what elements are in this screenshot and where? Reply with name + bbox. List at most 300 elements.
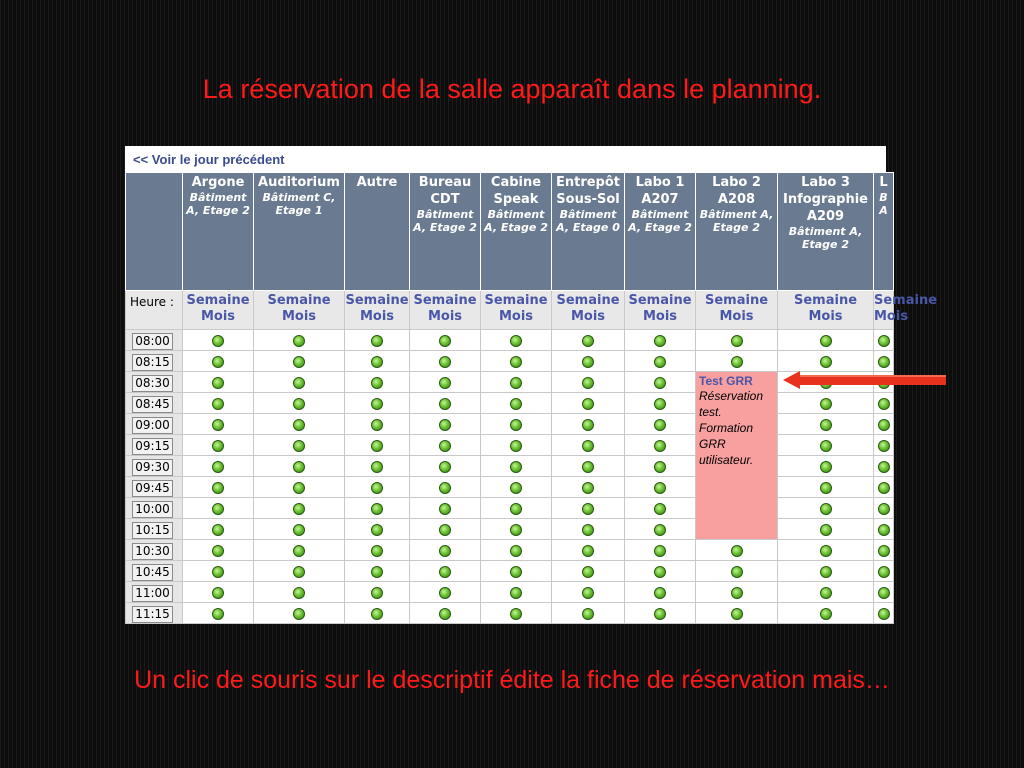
- week-view-link[interactable]: Semaine: [413, 293, 477, 308]
- slot-cell[interactable]: [410, 435, 481, 456]
- month-view-link[interactable]: Mois: [570, 309, 606, 324]
- available-slot-icon[interactable]: [439, 524, 451, 536]
- month-view-link[interactable]: Mois: [200, 309, 236, 324]
- slot-cell[interactable]: [874, 351, 894, 372]
- slot-cell[interactable]: [481, 498, 552, 519]
- available-slot-icon[interactable]: [731, 587, 743, 599]
- slot-cell[interactable]: [410, 414, 481, 435]
- slot-cell[interactable]: [874, 540, 894, 561]
- slot-cell[interactable]: [183, 372, 254, 393]
- available-slot-icon[interactable]: [731, 545, 743, 557]
- slot-cell[interactable]: [481, 519, 552, 540]
- slot-cell[interactable]: [625, 477, 696, 498]
- room-view-links: [778, 291, 874, 330]
- available-slot-icon[interactable]: [371, 524, 383, 536]
- slot-cell[interactable]: [552, 435, 625, 456]
- month-view-link[interactable]: Mois: [808, 309, 843, 324]
- available-slot-icon[interactable]: [212, 461, 224, 473]
- available-slot-icon[interactable]: [439, 356, 451, 368]
- available-slot-icon[interactable]: [820, 356, 832, 368]
- slot-cell[interactable]: [625, 561, 696, 582]
- slot-cell[interactable]: [481, 540, 552, 561]
- available-slot-icon[interactable]: [293, 608, 305, 620]
- available-slot-icon[interactable]: [582, 398, 594, 410]
- available-slot-icon[interactable]: [878, 587, 890, 599]
- available-slot-icon[interactable]: [510, 482, 522, 494]
- slot-cell[interactable]: [345, 582, 410, 603]
- previous-day-link[interactable]: << Voir le jour précédent: [133, 152, 285, 167]
- available-slot-icon[interactable]: [654, 440, 666, 452]
- slot-cell[interactable]: [552, 393, 625, 414]
- month-view-link[interactable]: Mois: [719, 309, 754, 324]
- available-slot-icon[interactable]: [212, 377, 224, 389]
- available-slot-icon[interactable]: [582, 461, 594, 473]
- available-slot-icon[interactable]: [878, 398, 890, 410]
- slot-cell[interactable]: [481, 351, 552, 372]
- slot-cell[interactable]: [696, 561, 778, 582]
- week-view-link[interactable]: Semaine: [704, 293, 769, 308]
- month-view-link[interactable]: Mois: [359, 309, 395, 324]
- slot-cell[interactable]: [345, 393, 410, 414]
- slot-cell[interactable]: [254, 603, 345, 624]
- room-view-links: [552, 291, 625, 330]
- booking-block[interactable]: [696, 372, 778, 540]
- slot-cell[interactable]: [345, 351, 410, 372]
- available-slot-icon[interactable]: [293, 335, 305, 347]
- available-slot-icon[interactable]: [878, 503, 890, 515]
- slot-cell[interactable]: [481, 435, 552, 456]
- slot-cell[interactable]: [778, 582, 874, 603]
- room-name: Entrepôt Sous-Sol: [555, 175, 621, 207]
- available-slot-icon[interactable]: [212, 566, 224, 578]
- available-slot-icon[interactable]: [371, 398, 383, 410]
- slot-cell[interactable]: [696, 603, 778, 624]
- month-view-link[interactable]: Mois: [427, 309, 463, 324]
- available-slot-icon[interactable]: [582, 335, 594, 347]
- available-slot-icon[interactable]: [293, 356, 305, 368]
- slot-cell[interactable]: [625, 456, 696, 477]
- slot-cell[interactable]: [625, 351, 696, 372]
- available-slot-icon[interactable]: [212, 503, 224, 515]
- slot-cell[interactable]: [874, 582, 894, 603]
- slot-cell[interactable]: [552, 540, 625, 561]
- slot-cell[interactable]: [481, 456, 552, 477]
- room-header[interactable]: [696, 173, 778, 291]
- available-slot-icon[interactable]: [878, 482, 890, 494]
- slot-cell[interactable]: [410, 519, 481, 540]
- slot-cell[interactable]: [183, 582, 254, 603]
- slot-cell[interactable]: [481, 330, 552, 351]
- available-slot-icon[interactable]: [293, 377, 305, 389]
- available-slot-icon[interactable]: [439, 608, 451, 620]
- slot-cell[interactable]: [410, 561, 481, 582]
- available-slot-icon[interactable]: [654, 608, 666, 620]
- slot-cell[interactable]: [552, 477, 625, 498]
- slot-cell[interactable]: [183, 477, 254, 498]
- week-view-link[interactable]: Semaine: [793, 293, 858, 308]
- slot-cell[interactable]: [254, 435, 345, 456]
- slot-cell[interactable]: [345, 330, 410, 351]
- slot-cell[interactable]: [625, 330, 696, 351]
- available-slot-icon[interactable]: [654, 356, 666, 368]
- slot-cell[interactable]: [625, 519, 696, 540]
- available-slot-icon[interactable]: [439, 503, 451, 515]
- available-slot-icon[interactable]: [820, 461, 832, 473]
- slot-cell[interactable]: [410, 456, 481, 477]
- slot-cell[interactable]: [552, 582, 625, 603]
- slot-cell[interactable]: [254, 540, 345, 561]
- slot-cell[interactable]: [874, 393, 894, 414]
- room-name: Auditorium: [258, 175, 340, 190]
- available-slot-icon[interactable]: [212, 398, 224, 410]
- slot-cell[interactable]: [183, 330, 254, 351]
- slot-cell[interactable]: [254, 372, 345, 393]
- slot-cell[interactable]: [778, 519, 874, 540]
- available-slot-icon[interactable]: [371, 566, 383, 578]
- slot-cell[interactable]: [696, 540, 778, 561]
- slot-cell[interactable]: [254, 351, 345, 372]
- available-slot-icon[interactable]: [439, 335, 451, 347]
- header-corner: [126, 173, 183, 291]
- slot-cell[interactable]: [552, 456, 625, 477]
- available-slot-icon[interactable]: [371, 545, 383, 557]
- month-view-link[interactable]: Mois: [874, 309, 909, 324]
- available-slot-icon[interactable]: [510, 377, 522, 389]
- slot-cell[interactable]: [874, 414, 894, 435]
- available-slot-icon[interactable]: [654, 503, 666, 515]
- slot-cell[interactable]: [778, 603, 874, 624]
- slot-cell[interactable]: [552, 498, 625, 519]
- slot-cell[interactable]: [254, 561, 345, 582]
- available-slot-icon[interactable]: [731, 356, 743, 368]
- slot-cell[interactable]: [874, 435, 894, 456]
- available-slot-icon[interactable]: [582, 545, 594, 557]
- room-header[interactable]: [625, 173, 696, 291]
- available-slot-icon[interactable]: [371, 587, 383, 599]
- slot-cell[interactable]: [183, 435, 254, 456]
- available-slot-icon[interactable]: [654, 335, 666, 347]
- available-slot-icon[interactable]: [582, 566, 594, 578]
- available-slot-icon[interactable]: [212, 545, 224, 557]
- month-view-link[interactable]: Mois: [642, 309, 678, 324]
- slot-cell[interactable]: [481, 414, 552, 435]
- available-slot-icon[interactable]: [510, 587, 522, 599]
- available-slot-icon[interactable]: [293, 587, 305, 599]
- available-slot-icon[interactable]: [878, 356, 890, 368]
- available-slot-icon[interactable]: [820, 587, 832, 599]
- slot-cell[interactable]: [778, 561, 874, 582]
- available-slot-icon[interactable]: [439, 545, 451, 557]
- available-slot-icon[interactable]: [439, 398, 451, 410]
- slot-cell[interactable]: [254, 582, 345, 603]
- slot-cell[interactable]: [874, 498, 894, 519]
- available-slot-icon[interactable]: [731, 566, 743, 578]
- slot-cell[interactable]: [254, 330, 345, 351]
- available-slot-icon[interactable]: [212, 440, 224, 452]
- slot-cell[interactable]: [481, 372, 552, 393]
- slot-cell[interactable]: [625, 372, 696, 393]
- slot-cell[interactable]: [778, 414, 874, 435]
- available-slot-icon[interactable]: [654, 482, 666, 494]
- slot-cell[interactable]: [778, 330, 874, 351]
- available-slot-icon[interactable]: [510, 566, 522, 578]
- slot-cell[interactable]: [625, 603, 696, 624]
- week-view-link[interactable]: Semaine: [186, 293, 250, 308]
- available-slot-icon[interactable]: [510, 503, 522, 515]
- available-slot-icon[interactable]: [582, 482, 594, 494]
- available-slot-icon[interactable]: [654, 377, 666, 389]
- available-slot-icon[interactable]: [439, 419, 451, 431]
- available-slot-icon[interactable]: [439, 587, 451, 599]
- week-view-link[interactable]: Semaine: [628, 293, 692, 308]
- slot-cell[interactable]: [345, 498, 410, 519]
- slot-cell[interactable]: [778, 540, 874, 561]
- available-slot-icon[interactable]: [654, 398, 666, 410]
- slot-cell[interactable]: [183, 498, 254, 519]
- room-header[interactable]: [552, 173, 625, 291]
- slot-cell[interactable]: [410, 498, 481, 519]
- slot-cell[interactable]: [874, 561, 894, 582]
- available-slot-icon[interactable]: [293, 503, 305, 515]
- room-header[interactable]: [778, 173, 874, 291]
- available-slot-icon[interactable]: [820, 440, 832, 452]
- slot-cell[interactable]: [254, 519, 345, 540]
- available-slot-icon[interactable]: [820, 398, 832, 410]
- slot-cell[interactable]: [481, 477, 552, 498]
- slot-cell[interactable]: [778, 351, 874, 372]
- available-slot-icon[interactable]: [820, 545, 832, 557]
- available-slot-icon[interactable]: [582, 608, 594, 620]
- available-slot-icon[interactable]: [212, 335, 224, 347]
- slot-cell[interactable]: [345, 603, 410, 624]
- slot-cell[interactable]: [696, 351, 778, 372]
- room-header[interactable]: [254, 173, 345, 291]
- slot-cell[interactable]: [410, 372, 481, 393]
- available-slot-icon[interactable]: [878, 566, 890, 578]
- room-header[interactable]: [183, 173, 254, 291]
- slot-cell[interactable]: [183, 540, 254, 561]
- slot-cell[interactable]: [625, 582, 696, 603]
- available-slot-icon[interactable]: [371, 377, 383, 389]
- week-view-link[interactable]: Semaine: [484, 293, 548, 308]
- slot-cell[interactable]: [345, 519, 410, 540]
- slot-cell[interactable]: [345, 372, 410, 393]
- available-slot-icon[interactable]: [654, 524, 666, 536]
- slot-cell[interactable]: [183, 351, 254, 372]
- available-slot-icon[interactable]: [820, 482, 832, 494]
- available-slot-icon[interactable]: [510, 461, 522, 473]
- slot-cell[interactable]: [345, 477, 410, 498]
- week-view-link[interactable]: Semaine: [556, 293, 620, 308]
- slot-cell[interactable]: [696, 330, 778, 351]
- available-slot-icon[interactable]: [878, 524, 890, 536]
- slot-cell[interactable]: [625, 540, 696, 561]
- slot-cell[interactable]: [778, 498, 874, 519]
- available-slot-icon[interactable]: [582, 503, 594, 515]
- slot-cell[interactable]: [874, 330, 894, 351]
- month-view-link[interactable]: Mois: [498, 309, 534, 324]
- slot-cell[interactable]: [552, 603, 625, 624]
- available-slot-icon[interactable]: [510, 524, 522, 536]
- slot-cell[interactable]: [254, 477, 345, 498]
- room-name: Argone: [191, 175, 245, 190]
- available-slot-icon[interactable]: [820, 608, 832, 620]
- slot-cell[interactable]: [874, 519, 894, 540]
- available-slot-icon[interactable]: [293, 440, 305, 452]
- available-slot-icon[interactable]: [878, 545, 890, 557]
- slot-cell[interactable]: [183, 519, 254, 540]
- slot-cell[interactable]: [254, 414, 345, 435]
- available-slot-icon[interactable]: [510, 440, 522, 452]
- available-slot-icon[interactable]: [371, 335, 383, 347]
- slot-cell[interactable]: [552, 351, 625, 372]
- available-slot-icon[interactable]: [582, 440, 594, 452]
- slot-cell[interactable]: [345, 414, 410, 435]
- available-slot-icon[interactable]: [293, 398, 305, 410]
- available-slot-icon[interactable]: [820, 419, 832, 431]
- slot-cell[interactable]: [345, 456, 410, 477]
- available-slot-icon[interactable]: [212, 482, 224, 494]
- available-slot-icon[interactable]: [212, 608, 224, 620]
- available-slot-icon[interactable]: [582, 356, 594, 368]
- available-slot-icon[interactable]: [371, 608, 383, 620]
- available-slot-icon[interactable]: [510, 356, 522, 368]
- slot-cell[interactable]: [410, 477, 481, 498]
- slot-cell[interactable]: [552, 330, 625, 351]
- slot-cell[interactable]: [183, 393, 254, 414]
- month-view-link[interactable]: Mois: [281, 309, 317, 324]
- slot-cell[interactable]: [254, 393, 345, 414]
- available-slot-icon[interactable]: [293, 461, 305, 473]
- available-slot-icon[interactable]: [439, 377, 451, 389]
- slot-cell[interactable]: [625, 393, 696, 414]
- available-slot-icon[interactable]: [212, 587, 224, 599]
- available-slot-icon[interactable]: [582, 587, 594, 599]
- slot-cell[interactable]: [410, 603, 481, 624]
- slot-cell[interactable]: [183, 414, 254, 435]
- slot-cell[interactable]: [778, 435, 874, 456]
- slot-cell[interactable]: [481, 603, 552, 624]
- available-slot-icon[interactable]: [510, 419, 522, 431]
- available-slot-icon[interactable]: [582, 377, 594, 389]
- slot-cell[interactable]: [552, 372, 625, 393]
- slot-cell[interactable]: [778, 456, 874, 477]
- week-view-link[interactable]: Semaine: [345, 293, 409, 308]
- available-slot-icon[interactable]: [878, 419, 890, 431]
- slot-cell[interactable]: [410, 393, 481, 414]
- available-slot-icon[interactable]: [212, 524, 224, 536]
- slot-cell[interactable]: [481, 582, 552, 603]
- slot-cell[interactable]: [183, 561, 254, 582]
- available-slot-icon[interactable]: [510, 608, 522, 620]
- slot-cell[interactable]: [552, 414, 625, 435]
- available-slot-icon[interactable]: [654, 461, 666, 473]
- available-slot-icon[interactable]: [731, 335, 743, 347]
- available-slot-icon[interactable]: [654, 587, 666, 599]
- available-slot-icon[interactable]: [293, 566, 305, 578]
- available-slot-icon[interactable]: [293, 482, 305, 494]
- available-slot-icon[interactable]: [371, 440, 383, 452]
- slot-cell[interactable]: [410, 351, 481, 372]
- room-header[interactable]: [345, 173, 410, 291]
- slot-cell[interactable]: [481, 393, 552, 414]
- slot-cell[interactable]: [410, 582, 481, 603]
- available-slot-icon[interactable]: [371, 356, 383, 368]
- slot-cell[interactable]: [696, 582, 778, 603]
- slot-cell[interactable]: [552, 519, 625, 540]
- available-slot-icon[interactable]: [731, 608, 743, 620]
- slot-cell[interactable]: [625, 498, 696, 519]
- available-slot-icon[interactable]: [654, 545, 666, 557]
- slot-cell[interactable]: [345, 435, 410, 456]
- slot-cell[interactable]: [874, 456, 894, 477]
- room-header[interactable]: [410, 173, 481, 291]
- slot-cell[interactable]: [410, 330, 481, 351]
- slot-cell[interactable]: [625, 435, 696, 456]
- available-slot-icon[interactable]: [820, 335, 832, 347]
- slot-cell[interactable]: [410, 540, 481, 561]
- week-view-link[interactable]: Semaine: [874, 293, 938, 308]
- available-slot-icon[interactable]: [439, 566, 451, 578]
- slot-cell[interactable]: [625, 414, 696, 435]
- available-slot-icon[interactable]: [293, 524, 305, 536]
- room-header[interactable]: [874, 173, 894, 291]
- available-slot-icon[interactable]: [510, 545, 522, 557]
- available-slot-icon[interactable]: [654, 419, 666, 431]
- available-slot-icon[interactable]: [820, 566, 832, 578]
- available-slot-icon[interactable]: [878, 461, 890, 473]
- available-slot-icon[interactable]: [293, 545, 305, 557]
- slot-cell[interactable]: [874, 477, 894, 498]
- available-slot-icon[interactable]: [371, 482, 383, 494]
- available-slot-icon[interactable]: [820, 524, 832, 536]
- available-slot-icon[interactable]: [439, 461, 451, 473]
- slot-cell[interactable]: [481, 561, 552, 582]
- available-slot-icon[interactable]: [654, 566, 666, 578]
- available-slot-icon[interactable]: [820, 503, 832, 515]
- slot-cell[interactable]: [874, 603, 894, 624]
- room-header[interactable]: [481, 173, 552, 291]
- week-view-link[interactable]: Semaine: [267, 293, 331, 308]
- available-slot-icon[interactable]: [212, 419, 224, 431]
- booking-title[interactable]: Test GRR: [699, 374, 753, 388]
- slot-cell[interactable]: [183, 603, 254, 624]
- slot-cell[interactable]: [778, 477, 874, 498]
- available-slot-icon[interactable]: [371, 461, 383, 473]
- available-slot-icon[interactable]: [878, 335, 890, 347]
- slot-cell[interactable]: [778, 393, 874, 414]
- slot-cell[interactable]: [552, 561, 625, 582]
- available-slot-icon[interactable]: [582, 419, 594, 431]
- available-slot-icon[interactable]: [878, 608, 890, 620]
- available-slot-icon[interactable]: [212, 356, 224, 368]
- booking-description[interactable]: Réservation test. Formation GRR utilisateur.: [699, 389, 764, 467]
- available-slot-icon[interactable]: [371, 419, 383, 431]
- slot-cell[interactable]: [345, 561, 410, 582]
- available-slot-icon[interactable]: [510, 335, 522, 347]
- available-slot-icon[interactable]: [878, 440, 890, 452]
- slot-cell[interactable]: [345, 540, 410, 561]
- slot-cell[interactable]: [254, 498, 345, 519]
- available-slot-icon[interactable]: [293, 419, 305, 431]
- available-slot-icon[interactable]: [371, 503, 383, 515]
- available-slot-icon[interactable]: [439, 440, 451, 452]
- available-slot-icon[interactable]: [582, 524, 594, 536]
- available-slot-icon[interactable]: [439, 482, 451, 494]
- available-slot-icon[interactable]: [510, 398, 522, 410]
- slot-cell[interactable]: [183, 456, 254, 477]
- slot-cell[interactable]: [254, 456, 345, 477]
